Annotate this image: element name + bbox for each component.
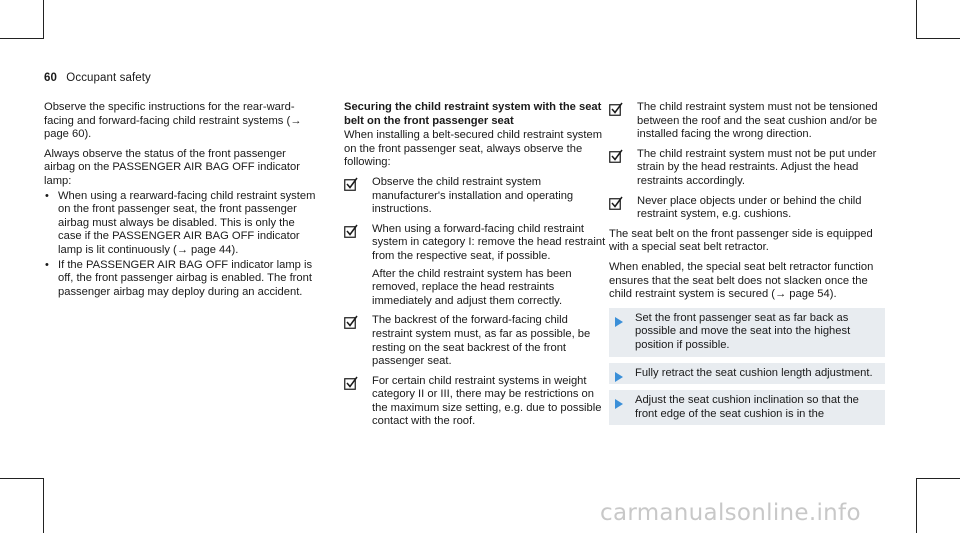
checklist-text: The backrest of the forward-facing child restraint system must, as far as possible, be resting on the seat backrest of the front passenger seat. [372,314,591,368]
checkbox-tick-icon [344,177,358,191]
checklist-text: The child restraint system must not be tensioned between the roof and the seat cushion and/or be installed facing the wrong direction. [637,101,878,141]
checkbox-tick-icon [609,102,623,116]
checklist-item [609,101,885,142]
bullet-icon: • [45,258,49,271]
crop-mark [916,0,917,39]
step-arrow-icon [615,399,623,409]
checkbox-tick-icon [609,149,623,163]
column-right [609,101,885,425]
column-middle [344,101,606,435]
watermark: carmanualsonline.info [600,500,861,526]
status-paragraph: Always observe the status of the front passenger airbag on the PASSENGER AIR BAG OFF indicator lamp: [44,147,300,187]
section-heading: Securing the child restraint system with the seat belt on the front passenger seat [344,101,602,127]
step-text: Set the front passenger seat as far back as possible and move the seat into the highest position if possible. [635,311,851,351]
step-text: Fully retract the seat cushion length adjustment. [635,366,873,379]
checklist-item [344,176,606,217]
crop-mark [0,478,44,479]
list-item [44,190,316,258]
checklist-extra-text: After the child restraint system has been removed, replace the head restraints immediately and adjust them correctly. [372,267,572,307]
instruction-step [609,390,885,425]
column-left [44,101,316,300]
list-item [44,259,316,300]
intro-paragraph: When installing a belt-secured child restraint system on the front passenger seat, always observe the following: [344,129,603,169]
seat-belt-paragraph: The seat belt on the front passenger side is equipped with a special seat belt retractor. [609,227,873,254]
section-title: Occupant safety [66,72,151,84]
bullet-icon: • [45,189,49,202]
bullet-text: If the PASSENGER AIR BAG OFF indicator lamp is off, the front passenger airbag is enabled. The front passenger airbag may deploy during an accident. [58,258,313,298]
crop-mark [916,478,917,533]
page-number: 60 [44,72,57,84]
checklist-text: Never place objects under or behind the child restraint system, e.g. cushions. [637,194,862,221]
step-arrow-icon [615,372,623,382]
instruction-step [609,363,885,385]
page-header [44,72,151,84]
checklist-item [609,148,885,189]
step-arrow-icon [615,317,623,327]
instruction-step [609,308,885,357]
checklist-item [344,223,606,309]
intro-paragraph: Observe the specific instructions for the rear-ward-facing and forward-facing child restraint systems (→ page 60). [44,101,302,141]
retractor-paragraph: When enabled, the special seat belt retractor function ensures that the seat belt does not slacken once the child restraint system is secured (→ page 54). [609,260,874,301]
checklist-item [609,195,885,222]
checklist-text: For certain child restraint systems in weight category II or III, there may be restrictions on the maximum size setting, e.g. due to possible contact with the roof. [372,374,602,428]
checkbox-tick-icon [609,196,623,210]
crop-mark [916,478,960,479]
checklist-item [344,314,606,368]
crop-mark [43,0,44,39]
checkbox-tick-icon [344,376,358,390]
checkbox-tick-icon [344,224,358,238]
checklist-text: When using a forward-facing child restraint system in category I: remove the head restraint from the respective seat, if possible. [372,222,606,262]
checkbox-tick-icon [344,315,358,329]
checklist-item [344,375,606,429]
crop-mark [916,38,960,39]
bullet-text: When using a rearward-facing child restraint system on the front passenger seat, the front passenger airbag must always be disabled. This is only the case if the PASSENGER AIR BAG OFF indicator lamp is lit continuously (→ page 44). [58,189,316,256]
step-text: Adjust the seat cushion inclination so that the front edge of the seat cushion is in the [635,394,859,420]
checklist-text: The child restraint system must not be put under strain by the head restraints. Adjust the head restraints accordingly. [637,147,877,187]
crop-mark [43,478,44,533]
crop-mark [0,38,44,39]
checklist-text: Observe the child restraint system manufacturer's installation and operating instructions. [372,175,574,216]
